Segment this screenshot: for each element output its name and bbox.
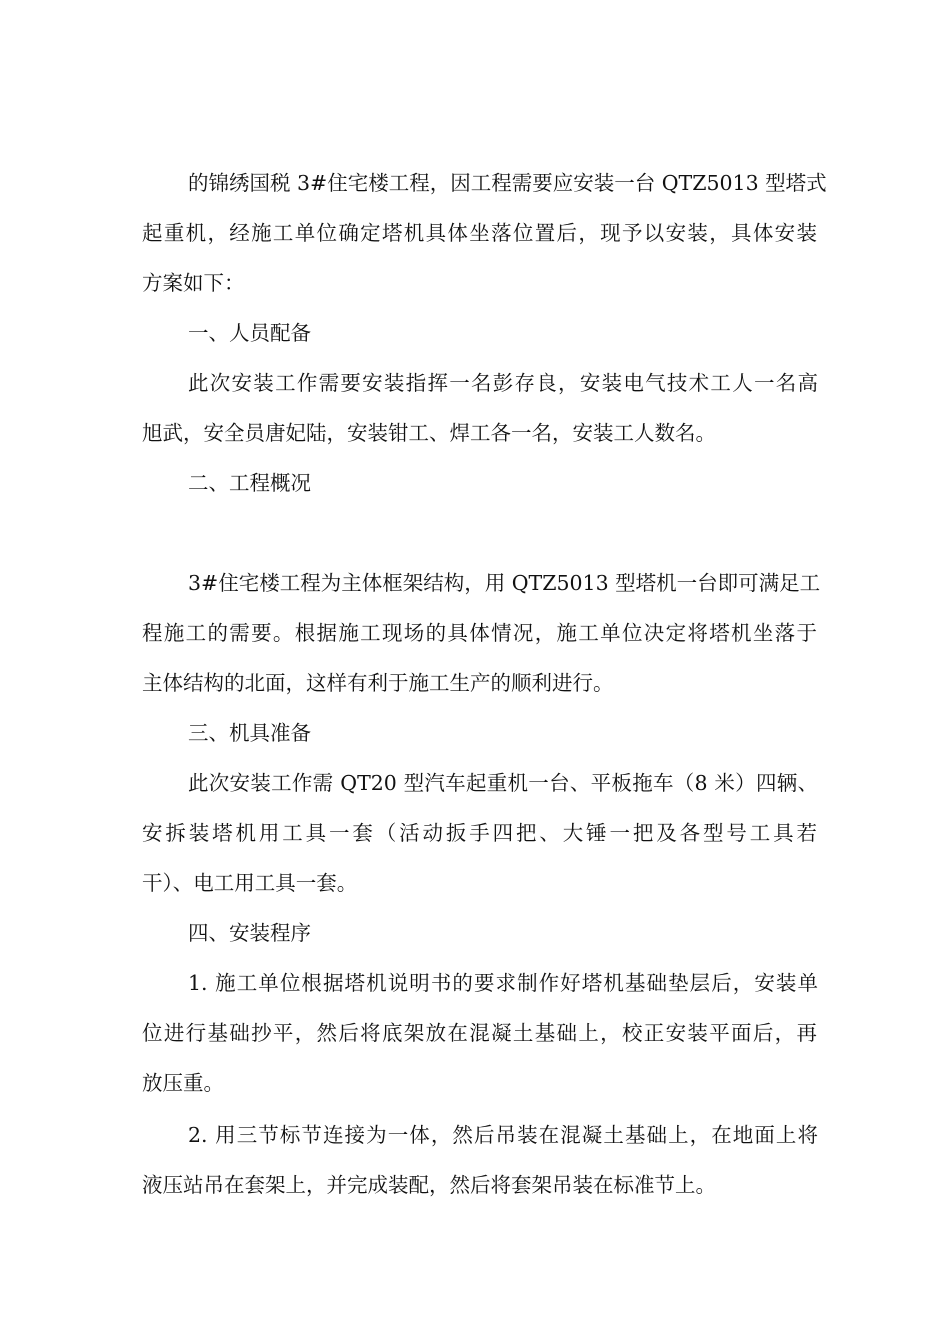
paragraph-line: 3#住宅楼工程为主体框架结构，用 QTZ5013 型塔机一台即可满足工 [188, 571, 821, 595]
paragraph-line: 程施工的需要。根据施工现场的具体情况，施工单位决定将塔机坐落于 [142, 621, 817, 645]
paragraph-line: 液压站吊在套架上，并完成装配，然后将套架吊装在标准节上。 [142, 1173, 716, 1197]
section-heading: 二、工程概况 [188, 471, 311, 495]
section-heading: 四、安装程序 [188, 921, 311, 945]
paragraph-line: 的锦绣国税 3#住宅楼工程，因工程需要应安装一台 QTZ5013 型塔式 [188, 171, 827, 195]
paragraph-line: 此次安装工作需 QT20 型汽车起重机一台、平板拖车（8 米）四辆、 [188, 771, 818, 795]
paragraph-line: 位进行基础抄平，然后将底架放在混凝土基础上，校正安装平面后，再 [142, 1021, 817, 1045]
paragraph-line: 2. 用三节标节连接为一体，然后吊装在混凝土基础上，在地面上将 [188, 1123, 818, 1147]
paragraph-line: 主体结构的北面，这样有利于施工生产的顺利进行。 [142, 671, 614, 695]
section-heading: 一、人员配备 [188, 321, 311, 345]
paragraph-line: 起重机，经施工单位确定塔机具体坐落位置后，现予以安装，具体安装 [142, 221, 817, 245]
paragraph-line: 此次安装工作需要安装指挥一名彭存良，安装电气技术工人一名高 [188, 371, 818, 395]
section-heading: 三、机具准备 [188, 721, 311, 745]
paragraph-line: 安拆装塔机用工具一套（活动扳手四把、大锤一把及各型号工具若 [142, 821, 817, 845]
paragraph-line: 干）、电工用工具一套。 [142, 871, 358, 895]
paragraph-line: 1. 施工单位根据塔机说明书的要求制作好塔机基础垫层后，安装单 [188, 971, 818, 995]
paragraph-line: 旭武，安全员唐妃陆，安装钳工、焊工各一名，安装工人数名。 [142, 421, 716, 445]
paragraph-line: 方案如下： [142, 271, 245, 295]
paragraph-line: 放压重。 [142, 1071, 224, 1095]
